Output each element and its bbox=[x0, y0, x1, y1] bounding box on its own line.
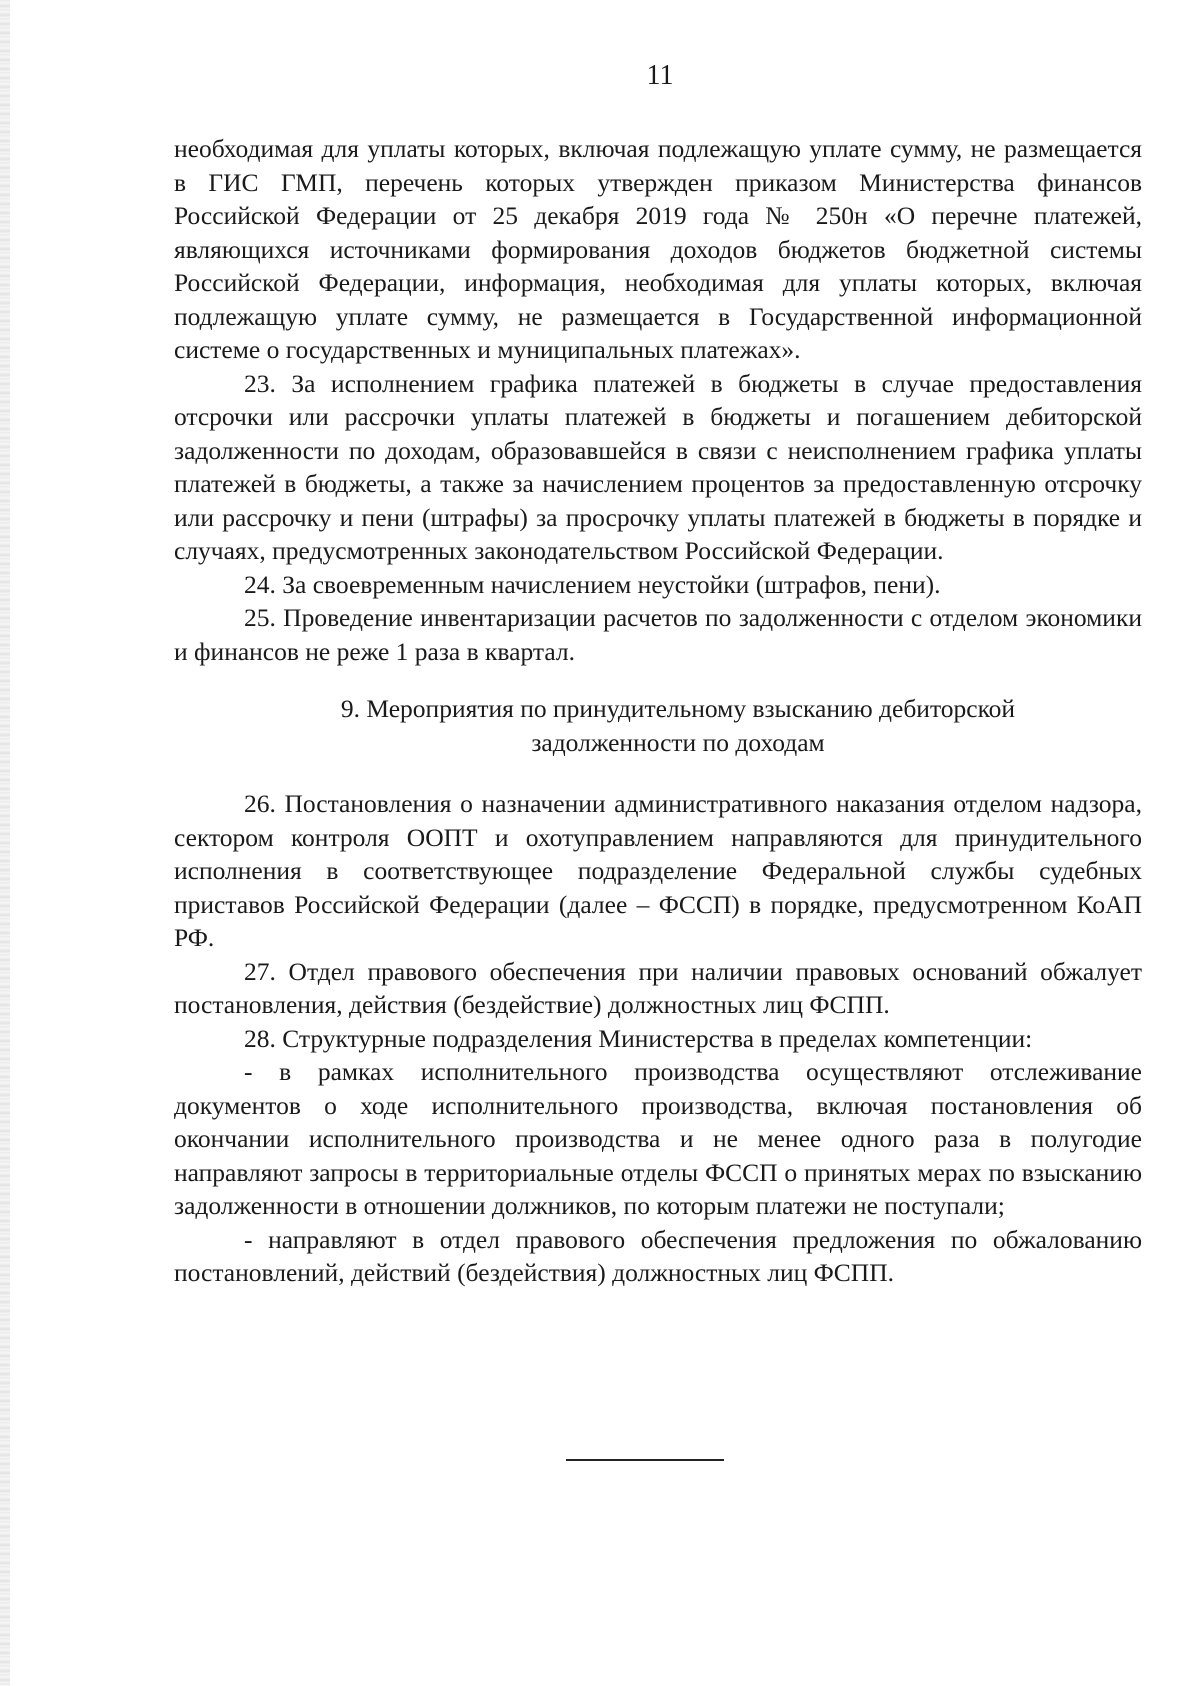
section-9-heading-line-2: задолженности по доходам bbox=[531, 727, 825, 757]
scan-edge bbox=[0, 0, 10, 1686]
paragraph-28-item-2: - направляют в отдел правового обеспечения предложения по обжалованию постановлений, действий (бездействия) должностных лиц ФСПП. bbox=[174, 1224, 1142, 1287]
document-body bbox=[174, 132, 1142, 1290]
paragraph-intro: необходимая для уплаты которых, включая подлежащую уплате сумму, не размещается в ГИС ГМП, перечень которых утвержден приказом Министерства финансов Российской Федерации от 25 декабря 2019 года № 250н «О перечне платежей, являющихся источниками формирования доходов бюджетов бюджетной системы Российской Федерации, информация, необходимая для уплаты которых, включая подлежащую уплате сумму, не размещается в Государственной информационной системе о государственных и муниципальных платежах». bbox=[174, 134, 1142, 364]
paragraph-28: 28. Структурные подразделения Министерства в пределах компетенции: bbox=[244, 1023, 1033, 1053]
paragraph-28-item-1: - в рамках исполнительного производства осуществляют отслеживание документов о ходе исполнительного производства, включая постановления об окончании исполнительного производства и не менее одного раза в полугодие направляют запросы в территориальные отделы ФССП о принятых мерах по взысканию задолженности в отношении должников, по которым платежи не поступали; bbox=[174, 1057, 1142, 1220]
paragraph-24: 24. За своевременным начислением неустойки (штрафов, пени). bbox=[244, 569, 941, 599]
paragraph-25: 25. Проведение инвентаризации расчетов по задолженности с отделом экономики и финансов не реже 1 раза в квартал. bbox=[174, 603, 1142, 666]
paragraph-23: 23. За исполнением графика платежей в бюджеты в случае предоставления отсрочки или рассрочки уплаты платежей в бюджеты и погашением дебиторской задолженности по доходам, образовавшейся в связи с неисполнением графика уплаты платежей в бюджеты, а также за начислением процентов за предоставленную отсрочку или рассрочку и пени (штрафы) за просрочку уплаты платежей в бюджеты в порядке и случаях, предусмотренных законодательством Российской Федерации. bbox=[174, 368, 1142, 565]
paragraph-27: 27. Отдел правового обеспечения при наличии правовых оснований обжалует постановления, действия (бездействие) должностных лиц ФСПП. bbox=[174, 956, 1142, 1019]
section-9-heading bbox=[174, 692, 1142, 759]
paragraph-26: 26. Постановления о назначении административного наказания отделом надзора, сектором контроля ООПТ и охотуправлением направляются для принудительного исполнения в соответствующее подразделение Федеральной службы судебных приставов Российской Федерации (далее – ФССП) в порядке, предусмотренном КоАП РФ. bbox=[174, 789, 1142, 952]
section-9-heading-line-1: 9. Мероприятия по принудительному взысканию дебиторской bbox=[340, 694, 1016, 723]
end-of-text-rule bbox=[566, 1459, 724, 1461]
page-number: 11 bbox=[646, 60, 674, 91]
